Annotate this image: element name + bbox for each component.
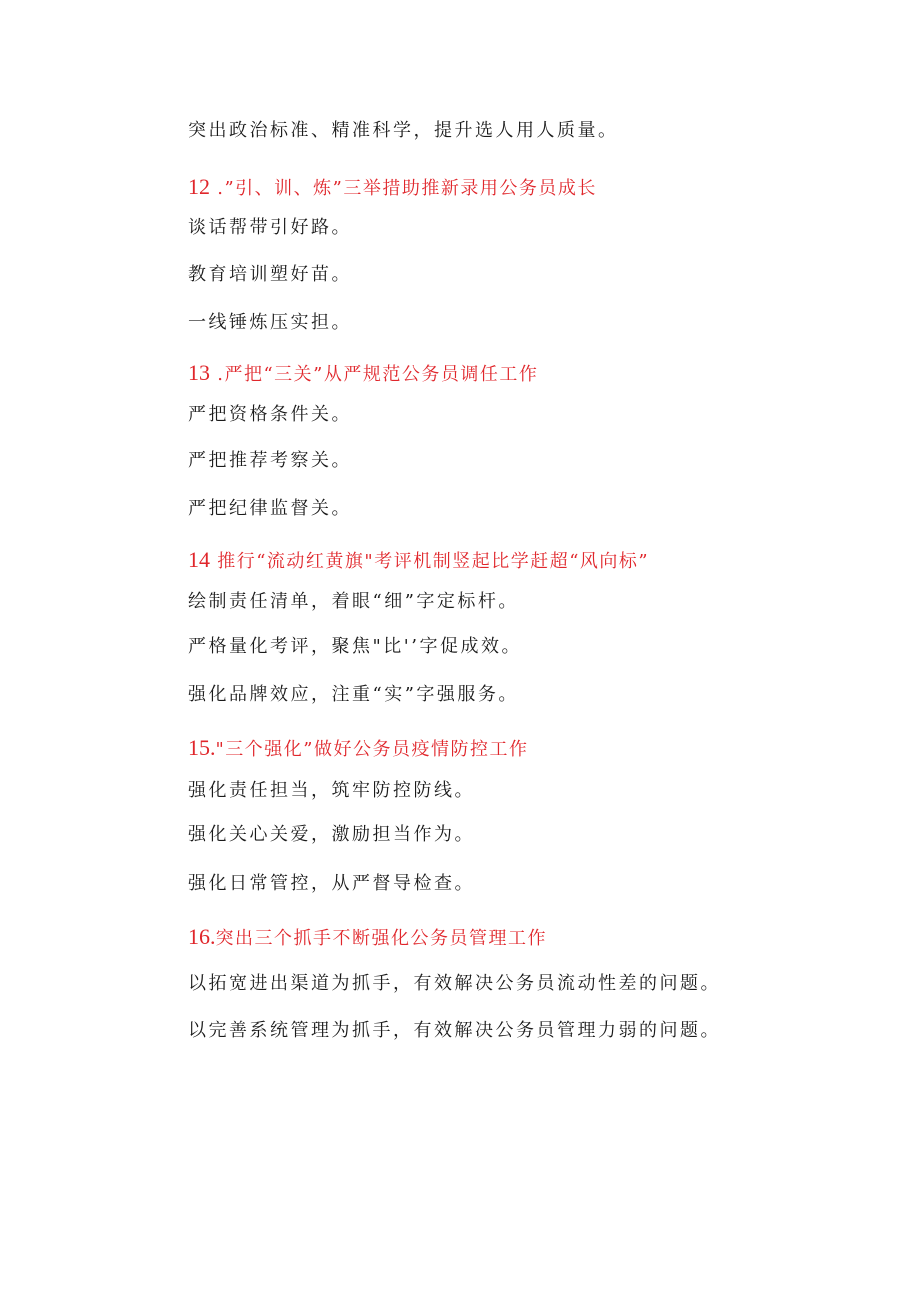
- section-number: 12: [188, 174, 210, 199]
- section-title: "三个强化”做好公务员疫情防控工作: [215, 739, 529, 760]
- section-16-item-1: 以拓宽进出渠道为抓手，有效解决公务员流动性差的问题。: [188, 973, 721, 994]
- intro-line: 突出政治标准、精准科学，提升选人用人质量。: [188, 120, 619, 141]
- section-13-item-3: 严把纪律监督关。: [188, 498, 352, 519]
- section-heading-12: [188, 175, 597, 201]
- section-15-item-1: 强化责任担当，筑牢防控防线。: [188, 780, 475, 801]
- section-heading-13: [188, 361, 538, 387]
- section-heading-16: [188, 925, 547, 951]
- section-16-item-2: 以完善系统管理为抓手，有效解决公务员管理力弱的问题。: [188, 1020, 721, 1041]
- section-12-item-1: 谈话帮带引好路。: [188, 217, 352, 238]
- section-number: 16.: [188, 924, 216, 949]
- section-12-item-3: 一线锤炼压实担。: [188, 312, 352, 333]
- section-13-item-1: 严把资格条件关。: [188, 404, 352, 425]
- section-13-item-2: 严把推荐考察关。: [188, 450, 352, 471]
- section-number: 15.: [188, 735, 216, 760]
- section-12-item-2: 教育培训塑好苗。: [188, 264, 352, 285]
- section-number: 13: [188, 360, 210, 385]
- section-title: .严把“三关”从严规范公务员调任工作: [210, 364, 539, 385]
- section-heading-15: [188, 736, 528, 762]
- section-15-item-2: 强化关心关爱，激励担当作为。: [188, 824, 475, 845]
- section-number: 14: [188, 547, 210, 572]
- section-15-item-3: 强化日常管控，从严督导检查。: [188, 873, 475, 894]
- section-14-item-2: 严格量化考评，聚焦"比'’字促成效。: [188, 636, 522, 657]
- section-title: 推行“流动红黄旗"考评机制竖起比学赶超“风向标”: [210, 551, 650, 572]
- section-heading-14: [188, 548, 649, 574]
- section-title: 突出三个抓手不断强化公务员管理工作: [215, 928, 547, 949]
- section-14-item-1: 绘制责任清单，着眼“细”字定标杆。: [188, 591, 519, 612]
- section-14-item-3: 强化品牌效应，注重“实”字强服务。: [188, 684, 519, 705]
- section-title: .”引、训、炼”三举措助推新录用公务员成长: [210, 178, 597, 199]
